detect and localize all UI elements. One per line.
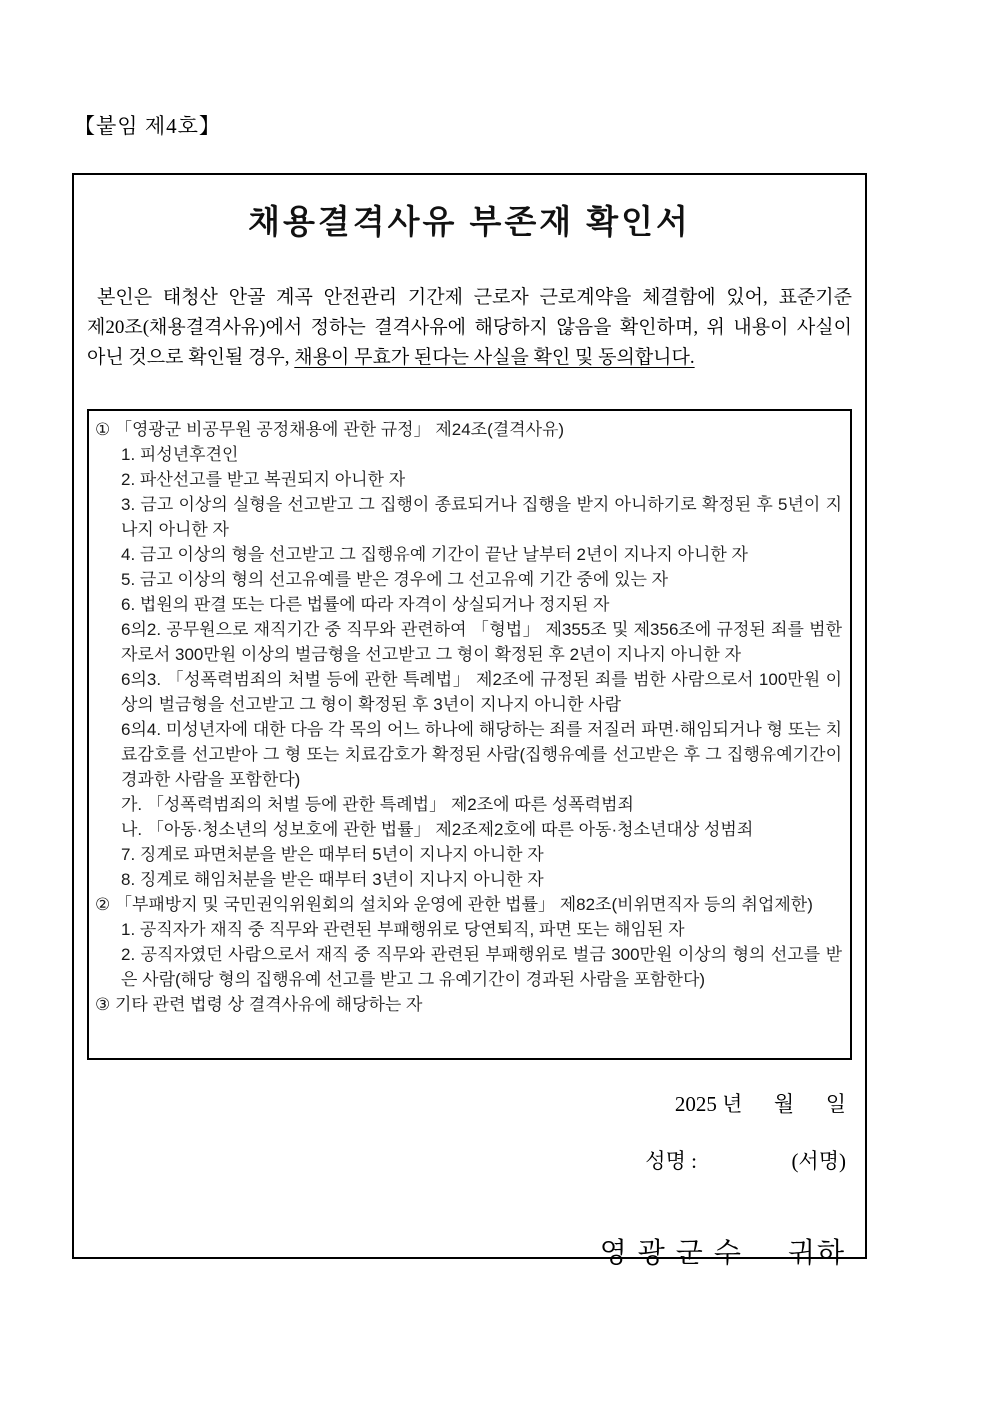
list-item: 6의4. 미성년자에 대한 다음 각 목의 어느 하나에 해당하는 죄를 저질러 파면·해임되거나 형 또는 치료감호를 선고받아 그 형 또는 치료감호가 확정된 사람(집행유예를 선고받은 후 그 집행유예기간이 경과한 사람을 포함한다) — [121, 720, 842, 789]
list-item: 2. 파산선고를 받고 복권되지 아니한 자 — [121, 470, 406, 489]
attachment-label: 【붙임 제4호】 — [74, 114, 221, 138]
intro-underlined-text: 채용이 무효가 된다는 사실을 확인 및 동의합니다. — [294, 347, 695, 368]
form-title: 채용결격사유 부존재 확인서 — [248, 203, 691, 240]
form-border-box — [72, 173, 867, 1269]
intro-text: 본인은 태청산 안골 계곡 안전관리 기간제 근로자 근로계약을 체결함에 있어, 표준기준 제20조(채용결격사유)에서 정하는 결격사유에 해당하지 않음을 확인하며, 위 내용이 사실이 아닌 것으로 확인될 경우, — [87, 287, 852, 368]
list-item: 8. 징계로 해임처분을 받은 때부터 3년이 지나지 아니한 자 — [121, 870, 544, 889]
list-item: 나. 「아동·청소년의 성보호에 관한 법률」 제2조제2호에 따른 아동·청소년대상 성범죄 — [121, 820, 754, 839]
list-item: 7. 징계로 파면처분을 받은 때부터 5년이 지나지 아니한 자 — [121, 845, 544, 864]
date-line: 2025 년 월 일 — [674, 1092, 846, 1116]
list-item: 가. 「성폭력범죄의 처벌 등에 관한 특례법」 제2조에 따른 성폭력범죄 — [121, 795, 634, 814]
clause-3-header: ③ 기타 관련 법령 상 결격사유에 해당하는 자 — [95, 995, 423, 1014]
clause-1-header: ① 「영광군 비공무원 공정채용에 관한 규정」 제24조(결격사유) — [95, 420, 565, 439]
name-signature-line: 성명 : (서명) — [645, 1149, 846, 1173]
list-item: 6의3. 「성폭력범죄의 처벌 등에 관한 특례법」 제2조에 규정된 죄를 범한 사람으로서 100만원 이상의 벌금형을 선고받고 그 형이 확정된 후 3년이 지나지 아니한 사람 — [121, 670, 842, 714]
signature-block — [87, 1088, 852, 1271]
recipient-line: 영 광 군 수 귀하 — [599, 1238, 846, 1269]
list-item: 1. 피성년후견인 — [121, 445, 239, 464]
list-item: 5. 금고 이상의 형의 선고유예를 받은 경우에 그 선고유예 기간 중에 있는 자 — [121, 570, 669, 589]
list-item: 4. 금고 이상의 형을 선고받고 그 집행유예 기간이 끝난 날부터 2년이 지나지 아니한 자 — [121, 545, 748, 564]
list-item: 1. 공직자가 재직 중 직무와 관련된 부패행위로 당연퇴직, 파면 또는 해임된 자 — [121, 920, 685, 939]
list-item: 3. 금고 이상의 실형을 선고받고 그 집행이 종료되거나 집행을 받지 아니하기로 확정된 후 5년이 지나지 아니한 자 — [121, 495, 842, 539]
clause-2-header: ② 「부패방지 및 국민권익위원회의 설치와 운영에 관한 법률」 제82조(비위면직자 등의 취업제한) — [95, 895, 813, 914]
list-item: 2. 공직자였던 사람으로서 재직 중 직무와 관련된 부패행위로 벌금 300만원 이상의 형의 선고를 받은 사람(해당 형의 집행유예 선고를 받고 그 유예기간이 경과된 사람을 포함한다) — [121, 945, 842, 989]
disqualification-criteria-box — [87, 409, 852, 1060]
list-item: 6의2. 공무원으로 재직기간 중 직무와 관련하여 「형법」 제355조 및 제356조에 규정된 죄를 범한 자로서 300만원 이상의 벌금형을 선고받고 그 형이 확정된 후 2년이 지나지 아니한 자 — [121, 620, 842, 664]
intro-paragraph — [87, 283, 852, 373]
list-item: 6. 법원의 판결 또는 다른 법률에 따라 자격이 상실되거나 정지된 자 — [121, 595, 610, 614]
